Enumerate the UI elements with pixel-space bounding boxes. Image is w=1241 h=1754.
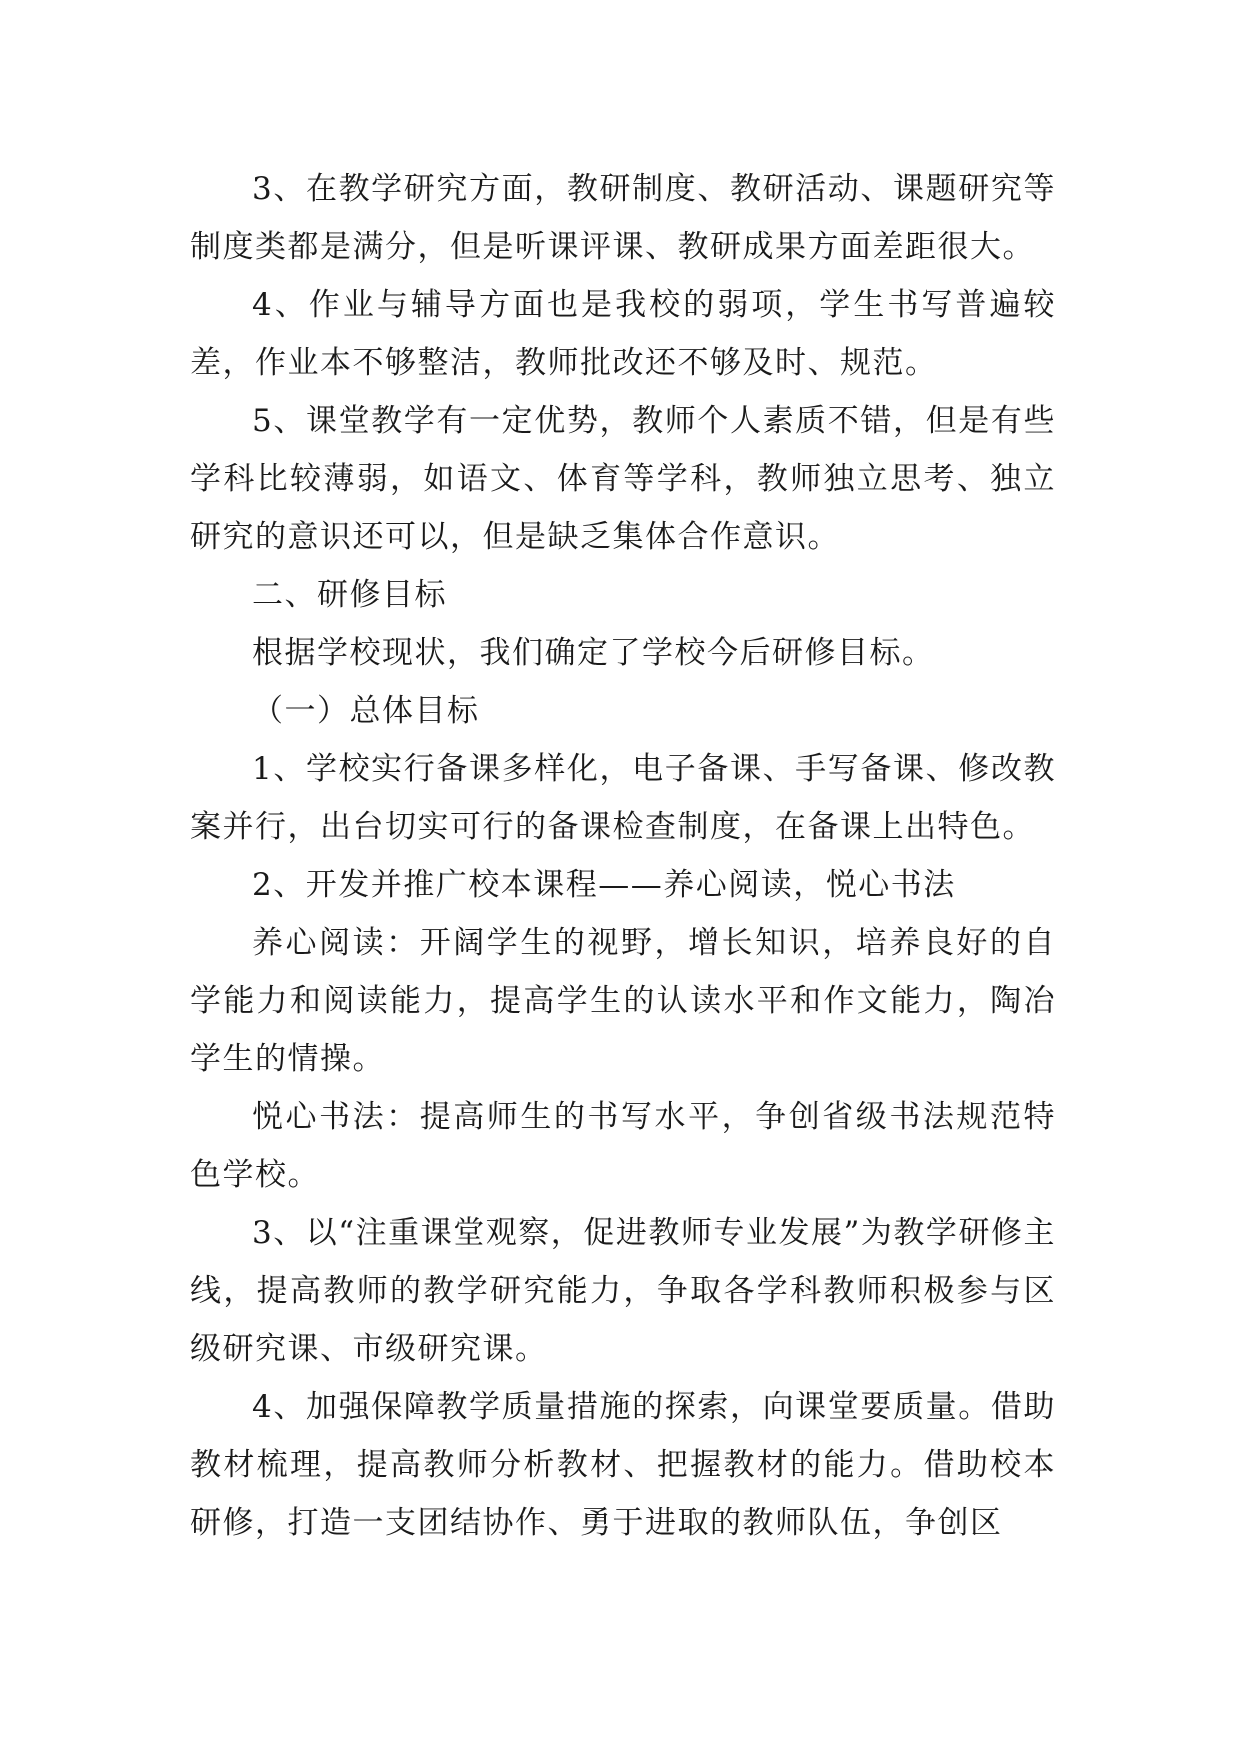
paragraph-teaching-research: 3、在教学研究方面，教研制度、教研活动、课题研究等制度类都是满分，但是听课评课、教研成果方面差距很大。 (190, 171, 1056, 265)
paragraph-classroom-teaching: 5、课堂教学有一定优势，教师个人素质不错，但是有些学科比较薄弱，如语文、体育等学科，教师独立思考、独立研究的意识还可以，但是缺乏集体合作意识。 (190, 403, 1056, 555)
paragraph-reading-course: 养心阅读：开阔学生的视野，增长知识，培养良好的自学能力和阅读能力，提高学生的认读水平和作文能力，陶冶学生的情操。 (190, 925, 1056, 1077)
document-body (190, 160, 1056, 1552)
section-heading-research-goals: 二、研修目标 (252, 577, 447, 613)
subsection-heading-overall-goals: （一）总体目标 (252, 693, 480, 729)
paragraph-goal-lesson-prep: 1、学校实行备课多样化，电子备课、手写备课、修改教案并行，出台切实可行的备课检查制度，在备课上出特色。 (190, 751, 1056, 845)
paragraph-goal-classroom-observation: 3、以“注重课堂观察，促进教师专业发展”为教学研修主线，提高教师的教学研究能力，争取各学科教师积极参与区级研究课、市级研究课。 (190, 1215, 1056, 1367)
paragraph-goal-school-curriculum: 2、开发并推广校本课程——养心阅读，悦心书法 (252, 867, 956, 903)
paragraph-homework-guidance: 4、作业与辅导方面也是我校的弱项，学生书写普遍较差，作业本不够整洁，教师批改还不够及时、规范。 (190, 287, 1056, 381)
paragraph-calligraphy-course: 悦心书法：提高师生的书写水平，争创省级书法规范特色学校。 (190, 1099, 1056, 1193)
paragraph-goal-teaching-quality: 4、加强保障教学质量措施的探索，向课堂要质量。借助教材梳理，提高教师分析教材、把握教材的能力。借助校本研修，打造一支团结协作、勇于进取的教师队伍，争创区 (190, 1389, 1056, 1541)
paragraph-goals-intro: 根据学校现状，我们确定了学校今后研修目标。 (252, 635, 935, 671)
